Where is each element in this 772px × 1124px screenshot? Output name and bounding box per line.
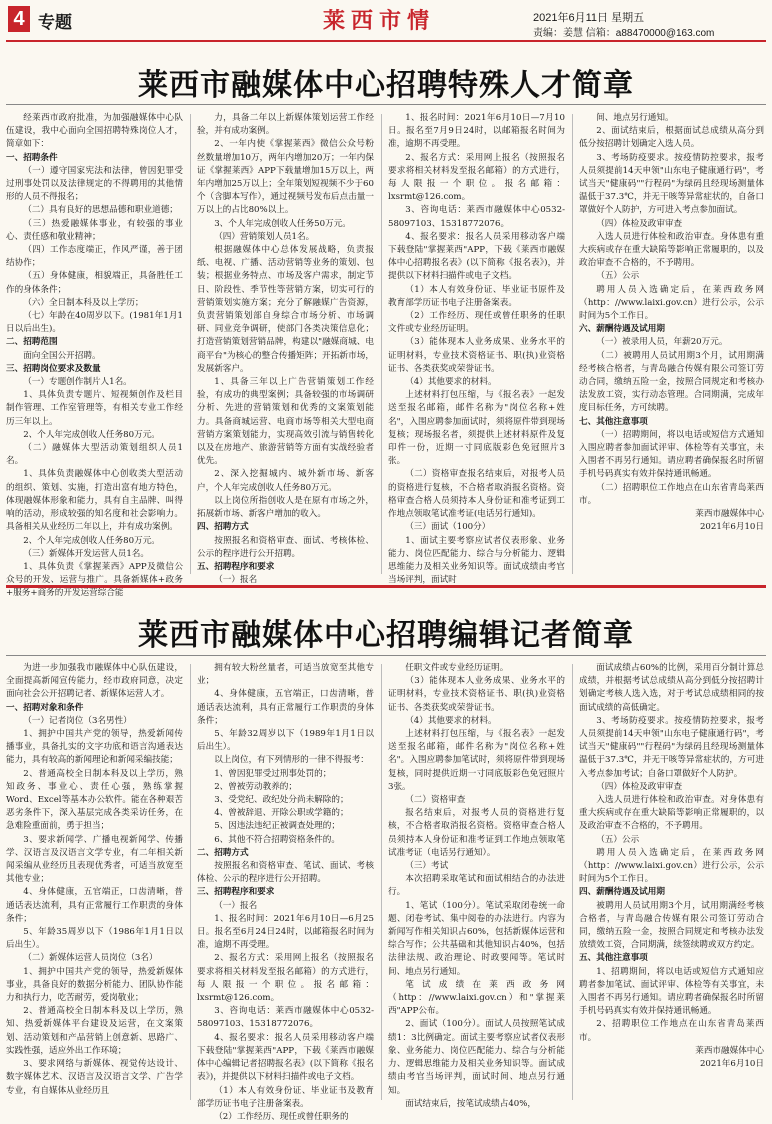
paragraph: （四）工作态度端正，作风严谨，善于团结协作；	[6, 245, 183, 269]
paragraph: 3、个人年完成创收人任务50万元。	[214, 218, 351, 229]
paragraph: 5、因违法违纪正被调查处理的；	[214, 821, 340, 832]
paragraph: （二）招聘职位工作地点在山东省青岛莱西市。	[579, 482, 764, 506]
article-1-title-rule	[6, 104, 766, 105]
paragraph: （3）能体现本人业务成果、业务水平的证明材料，专业技术资格证书、职(执)业资格证书、各类获奖或荣誉证书。	[388, 337, 565, 374]
masthead-rule	[6, 40, 766, 42]
section-heading: 三、招聘岗位要求及数量	[6, 363, 101, 374]
paragraph: （一）报名	[214, 575, 258, 586]
paragraph: 入选人员进行体检和政治审查。身体患有重大疾病或存在重大缺陷等影响正常履职的，以及政治审查不合格的，不予聘用。	[579, 231, 764, 269]
paper-logo: 莱西市情	[323, 8, 436, 34]
paragraph: 4、身体健康，五官端正，口齿清晰，普通话表达流利，具有正常履行工作职责的身体条件；	[6, 887, 183, 924]
paragraph: 拥有较大粉丝量者，可适当放宽至其他专业；	[197, 663, 374, 687]
paragraph: 笔试成绩在莱西政务网（http：//www.laixi.gov.cn）和"掌握莱西"APP公布。	[388, 979, 565, 1017]
paragraph: 4、身体健康，五官端正，口齿清晰，普通话表达流利，具有正常履行工作职责的身体条件；	[197, 689, 374, 726]
signature-line: 2021年6月10日	[699, 522, 764, 533]
article-1-column	[388, 112, 565, 586]
paragraph: （二）具有良好的思想品德和职业道德；	[23, 205, 178, 216]
column-divider	[381, 664, 382, 1100]
paragraph: 入选人员进行体检和政治审查。对身体患有重大疾病或存在重大缺陷等影响正常履职的，以及政治审查不合格的，不予聘用。	[579, 795, 764, 832]
section-heading: 四、薪酬待遇及试用期	[579, 887, 665, 898]
paragraph: （五）公示	[596, 271, 640, 282]
paragraph: 面试结束后，按笔试成绩占40%，	[405, 1098, 537, 1109]
paragraph: （4）其他要求的材料。	[405, 715, 497, 726]
article-2-column	[579, 662, 764, 1102]
issue-date: 2021年6月11日 星期五	[533, 12, 645, 24]
paragraph: 按照报名和资格审查、笔试、面试、考核体检、公示的程序进行公开招聘。	[197, 861, 374, 885]
article-2-column	[197, 662, 374, 1122]
paragraph: 1、具体负责融媒体中心创收类大型活动的组织、策划、实施，打造出富有地方特色，体现融媒体形象和能力，具有自主品牌、叫得响的活动，形成较强的知名度和社会影响力。具备相关从业经历二年以上，并有成功案例。	[6, 469, 183, 533]
paragraph: （4）其他要求的材料。	[405, 377, 497, 388]
article-2-column	[6, 662, 183, 1102]
paragraph: 6、其他不符合招聘资格条件的。	[214, 834, 340, 845]
signature-line: 2021年6月10日	[699, 1059, 764, 1070]
paragraph: （四）营销策划人员1名。	[214, 231, 315, 242]
section-heading: 五、其他注意事项	[579, 953, 648, 964]
article-1-column	[579, 112, 764, 576]
paragraph: 3、要求新闻学、广播电视新闻学、传播学、汉语言及汉语言文学专业，有二年相关新闻采编从业经历且表现优秀者，可适当放宽至其他专业；	[6, 834, 183, 885]
paragraph: （2）工作经历、现任或曾任职务的	[214, 1111, 349, 1122]
section-heading: 四、招聘方式	[197, 522, 249, 533]
paragraph: 面试成绩占60%的比例，采用百分制计算总成绩，并根据考试总成绩从高分到低分按招聘计划确定考核人选入选，对于考试总成绩相同的按面试成绩的高低确定。	[579, 663, 764, 713]
paragraph: 以上岗位，有下列情形的一律不得报考：	[214, 755, 369, 766]
paragraph: （3）能体现本人业务成果、业务水平的证明材料，专业技术资格证书、职(执)业资格证书、各类获奖或荣誉证书。	[388, 676, 565, 713]
paragraph: 1、具体负责专题片、短视频创作及栏目制作管理、工作室管理等，有相关专业工作经历三年以上。	[6, 390, 183, 427]
article-2-column	[388, 662, 565, 1109]
paragraph: 2、报名方式：采用网上报名（按照报名要求将相关材料发至报名邮箱）的方式进行，每人限报一个职位。报名邮箱：lxsrmt@126.com。	[197, 953, 374, 1004]
signature-line: 莱西市融媒体中心	[695, 1045, 764, 1056]
paragraph: 以上岗位所指创收人是在原有市场之外，拓展新市场、新客户增加的收入。	[197, 495, 374, 520]
article-1-column	[6, 112, 183, 599]
paragraph: （一）被录用人员，年薪20万元。	[596, 337, 728, 348]
paragraph: 间、地点另行通知。	[596, 113, 674, 123]
paragraph: 力，具备二年以上新媒体策划运营工作经验，并有成功案例。	[197, 113, 374, 137]
paragraph: （一）报名	[214, 900, 258, 911]
article-1-column	[197, 112, 374, 586]
paragraph: 聘用人员入选确定后，在莱西政务网（http：//www.laixi.gov.cn）进行公示，公示时间为5个工作日。	[579, 284, 764, 322]
paragraph: （三）热爱融媒体事业，有较强的事业心、责任感和敬业精神；	[6, 218, 183, 242]
paragraph: 经莱西市政府批准，为加强融媒体中心队伍建设，我中心面向全国招聘特殊岗位人才，简章如下：	[6, 113, 183, 150]
paragraph: （七）年龄在40周岁以下。(1981年1月1日以后出生)。	[6, 311, 183, 335]
paragraph: 2、面试结束后，根据面试总成绩从高分到低分按招聘计划确定入选人员。	[579, 126, 764, 150]
paragraph: 上述材料打包压缩，与《报名表》一起发送至报名邮箱，邮件名称为"岗位名称+姓名"，入围应聘参加面试时，须将原件带到现场复核；现场报名者，须提供上述材料原件及复印件一份，近期一寸同底版彩色免冠照片3张。	[388, 390, 565, 467]
paragraph: 根据融媒体中心总体发展战略，负责报纸、电视、广播、活动营销等业务的策划、包装；根据业务特点、市场及客户需求，制定节日、阶段性、季节性等营销方案，切实可行的营销策划实施方案；充分了解融媒广告资源，负责营销策划部自身综合市场分析、市场调研、同业竞争调研，使部门各类决策信息化；打造营销策划营销品牌，构建以"融媒商城、电商平台"为核心的整合传播矩阵；开拓新市场，发展新客户。	[197, 245, 374, 374]
column-divider	[381, 114, 382, 574]
paragraph: 5、年龄32周岁以下（1989年1月1日以后出生）。	[197, 729, 374, 753]
paragraph: 2、一年内使《掌握莱西》微信公众号粉丝数量增加10万，两年内增加20万；一年内保证《掌握莱西》APP下载量增加15万以上，两年内增加25万以上；全年策划短视频不少于60个（含脚本写作），通过视频号发布后点击量一万以上的占比80%以上。	[197, 139, 374, 216]
section-name: 专题	[38, 13, 72, 32]
paragraph: （一）招聘期间，将以电话或短信方式通知入围应聘者参加面试评审、体检等有关事宜，未入围者不再另行通知。请应聘者确保报名时所留手机号码真实有效并保持通讯畅通。	[579, 429, 764, 480]
paragraph: 为进一步加强我市融媒体中心队伍建设，全面提高新闻宣传能力，经市政府同意，决定面向社会公开招聘记者、新媒体运营人才。	[6, 663, 183, 700]
column-divider	[572, 114, 573, 574]
paragraph: 3、要求网络与新媒体、视觉传达设计、数字媒体艺术、汉语言及汉语言文学、广告学专业，有自媒体从业经历且	[6, 1059, 183, 1096]
paragraph: 按照报名和资格审查、面试、考核体检、公示的程序进行公开招聘。	[197, 535, 374, 559]
paragraph: 3、咨询电话：莱西市融媒体中心0532-58097103、15318772076。	[388, 205, 565, 229]
paragraph: （一）专题创作制片人1名。	[23, 377, 132, 388]
paragraph: 1、具体负责《掌握莱西》APP及微信公众号的开发、运营与推广。具备新媒体+政务+服务+商务的开发运营综合能	[6, 561, 183, 599]
paragraph: 3、考场防疫要求。按疫情防控要求，报考人员须提前14天申领"山东电子健康通行码"，考试当天"健康码""行程码"为绿码且经现场测量体温低于37.3℃，并无干咳等异常症状的，自备口罩做好个人防护，方可进入考点参加面试。	[579, 152, 764, 216]
paragraph: 3、考场防疫要求。按疫情防控要求，报考人员须提前14天申领"山东电子健康通行码"，考试当天"健康码""行程码"为绿码且经现场测量体温低于37.3℃，并无干咳等异常症状的，方可进入考点参加考试；自备口罩做好个人防护。	[579, 715, 764, 779]
editor-info: 责编：姜慧 信箱：a88470000@163.com	[533, 28, 715, 39]
paragraph: （一）遵守国家宪法和法律，曾因犯罪受过刑事处罚以及法律规定的不得聘用的其他情形的人员不得报名；	[6, 165, 183, 203]
paragraph: 2、普通高校全日制本科及以上学历，熟知、热爱新媒体平台建设及运营，在文案策划、活动策划和产品营销上创意新、思路广、实践性强，适应外出工作环境；	[6, 1006, 183, 1056]
paragraph: 1、面试主要考察应试者仪表形象、业务能力、岗位匹配能力、综合与分析能力、逻辑思维能力及相关业务知识等。面试成绩由考官当场评判，面试时	[388, 535, 565, 586]
paragraph: （四）体检及政审审查	[596, 781, 683, 792]
paragraph: 1、报名时间：2021年6月10日—7月10日。报名至7月9日24时，以邮箱报名时间为准，逾期不再受理。	[388, 113, 565, 150]
paragraph: 报名结束后，对报考人员的资格进行复核，不合格者取消报名资格。资格审查合格人员须持本人身份证和准考证到工作地点领取笔试准考证（电话另行通知）。	[388, 808, 565, 858]
section-heading: 五、招聘程序和要求	[197, 561, 275, 572]
paragraph: 4、报名要求：报名人员采用移动客户端下载登陆"掌握莱西"APP，下载《莱西市融媒体中心招聘报名表》(以下简称《报名表》)，并提供以下材料扫描件或电子文档。	[388, 231, 565, 282]
column-divider	[190, 664, 191, 1100]
paragraph: （二）新媒体运营人员岗位（3名）	[23, 953, 158, 964]
paragraph: （二）资格审查	[405, 795, 466, 806]
section-heading: 二、招聘范围	[6, 337, 58, 348]
paragraph: 2、个人年完成创收人任务80万元。	[23, 535, 160, 546]
paragraph: 2、招聘职位工作地点在山东省青岛莱西市。	[579, 1019, 764, 1043]
paragraph: 1、拥护中国共产党的领导，热爱新闻传播事业，具备扎实的文字功底和语言沟通表达能力，具有较高的新闻理论和新闻采编技能；	[6, 729, 183, 766]
paragraph: （五）公示	[596, 834, 640, 845]
paragraph: 2、面试（100分）。面试人员按照笔试成绩1：3比例确定。面试主要考察应试者仪表形象、业务能力、岗位匹配能力、综合与分析能力、逻辑思维能力及相关业务知识等。面试成绩由考官当场评判，面试时间、地点另行通知。	[388, 1019, 565, 1096]
paragraph: 2、个人年完成创收人任务80万元。	[23, 429, 160, 440]
section-heading: 六、薪酬待遇及试用期	[579, 324, 665, 335]
section-heading: 一、招聘条件	[6, 152, 58, 163]
article-separator	[6, 585, 766, 588]
paragraph: （二）融媒体大型活动策划组织人员1名。	[6, 443, 183, 467]
paragraph: （三）面试（100分）	[405, 522, 491, 533]
paragraph: 1、招聘期间，将以电话或短信方式通知应聘者参加笔试、面试评审、体检等有关事宜，未入围者不再另行通知。请应聘者确保报名时所留手机号码真实有效并保持通讯畅通。	[579, 966, 764, 1017]
paragraph: （六）全日制本科及以上学历；	[23, 297, 144, 308]
paragraph: （1）本人有效身份证、毕业证书原件及教育部学历证书电子注册备案表。	[388, 284, 565, 308]
column-divider	[572, 664, 573, 1100]
paragraph: （1）本人有效身份证、毕业证书及教育部学历证书电子注册备案表。	[197, 1085, 374, 1109]
paragraph: （二）资格审查报名结束后，对报考人员的资格进行复核，不合格者取消报名资格。资格审查合格人员须持本人身份证和准考证到工作地点领取笔试准考证(电话另行通知)。	[388, 469, 565, 520]
paragraph: 1、报名时间：2021年6月10日—6月25日。报名至6月24日24时，以邮箱报名时间为准，逾期不再受理。	[197, 913, 374, 951]
paragraph: 1、曾因犯罪受过刑事处罚的；	[214, 768, 332, 779]
section-heading: 三、招聘程序和要求	[197, 887, 275, 898]
paragraph: （五）身体健康，相貌端正，具备胜任工作的身体条件；	[6, 271, 183, 295]
paragraph: 2、曾被劳动教养的；	[214, 781, 297, 792]
article-2-title-rule	[6, 655, 766, 656]
paragraph: 4、曾被辞退、开除公职或学籍的；	[214, 808, 349, 819]
paragraph: （三）考试	[405, 861, 449, 872]
paragraph: 3、受党纪、政纪处分尚未解除的；	[214, 795, 349, 806]
paragraph: 1、具备三年以上广告营销策划工作经验，有成功的典型案例；具备较强的市场调研分析、先进的营销策划和优秀的文案策划能力。具备商城运营、电商市场等相关大型电商营销方案策划能力，实现高效引流与销售转化以及在房地产、旅游营销等方面有实战经验者优先。	[197, 377, 374, 467]
paragraph: 1、笔试（100分）。笔试采取闭卷统一命题、闭卷考试、集中阅卷的办法进行。内容为新闻写作相关知识占60%，包括新媒体运营和综合写作；公共基础和其他知识占40%，包括法律法规、政治理论、时政要闻等。笔试时间、地点另行通知。	[388, 900, 565, 977]
paragraph: （三）新媒体开发运营人员1名。	[23, 548, 149, 559]
signature-line: 莱西市融媒体中心	[695, 509, 764, 520]
paragraph: 2、深入挖掘城内、城外新市场、新客户，个人年完成创收人任务80万元。	[197, 469, 374, 493]
paragraph: 4、报名要求：报名人员采用移动客户端下载登陆"掌握莱西"APP，下载《莱西市融媒体中心编辑记者招聘报名表》(以下简称《报名表》)，并提供以下材料扫描件或电子文档。	[197, 1032, 374, 1083]
paragraph: 1、拥护中国共产党的领导，热爱新媒体事业，具备良好的数据分析能力、团队协作能力和执行力，吃苦耐劳，爱岗敬业；	[6, 966, 183, 1004]
paragraph: 3、咨询电话：莱西市融媒体中心0532-58097103、15318772076。	[197, 1006, 374, 1030]
paragraph: 2、普通高校全日制本科及以上学历，熟知政务、事业心、责任心强，熟练掌握Word、Excel等基本办公软件。能在各种艰苦恶劣条件下，深入基层完成各类采访任务，在急难险重面前，勇于担当；	[6, 768, 183, 832]
section-heading: 一、招聘对象和条件	[6, 702, 84, 713]
paragraph: 聘用人员入选确定后，在莱西政务网（http：//www.laixi.gov.cn）进行公示，公示时间为5个工作日。	[579, 847, 764, 885]
paragraph: 5、年龄35周岁以下（1986年1月1日以后出生）。	[6, 927, 183, 951]
paragraph: 任职文件或专业经历证明。	[405, 663, 509, 673]
paragraph: （二）被聘用人员试用期3个月，试用期满经考核合格者，与青岛融合传媒有限公司签订劳动合同，缴纳五险一金，按照合同规定和考核办法发放工资，实行动态管理。合同期满，完成年度目标任务，方可续聘。	[579, 350, 764, 414]
section-heading: 七、其他注意事项	[579, 416, 648, 427]
paragraph: 2、报名方式：采用网上报名（按照报名要求将相关材料发至报名邮箱）的方式进行，每人限报一个职位。报名邮箱：lxsrmt@126.com。	[388, 152, 565, 203]
page-number: 4	[8, 6, 30, 32]
paragraph: 上述材料打包压缩，与《报名表》一起发送至报名邮箱，邮件名称为"岗位名称+姓名"。入围应聘参加笔试时，须将原件带到现场复核，同时提供近期一寸同底版彩色免冠照片3张。	[388, 729, 565, 792]
section-heading: 二、招聘方式	[197, 847, 249, 858]
article-1-title: 莱西市融媒体中心招聘特殊人才简章	[138, 68, 634, 103]
article-2-title: 莱西市融媒体中心招聘编辑记者简章	[138, 618, 634, 653]
paragraph: 被聘用人员试用期3个月，试用期满经考核合格者，与青岛融合传媒有限公司签订劳动合同，缴纳五险一金，按照合同规定和考核办法发放绩效工资，合同期满，续签续聘或双方约定。	[579, 900, 764, 951]
paragraph: 本次招聘采取笔试和面试相结合的办法进行。	[388, 874, 565, 898]
paragraph: （一）记者岗位（3名男性）	[23, 715, 132, 726]
paragraph: 面向全国公开招聘。	[23, 350, 101, 361]
paragraph: （2）工作经历、现任或曾任职务的任职文件或专业经历证明。	[388, 311, 565, 335]
column-divider	[190, 114, 191, 574]
paragraph: （四）体检及政审审查	[596, 218, 683, 229]
